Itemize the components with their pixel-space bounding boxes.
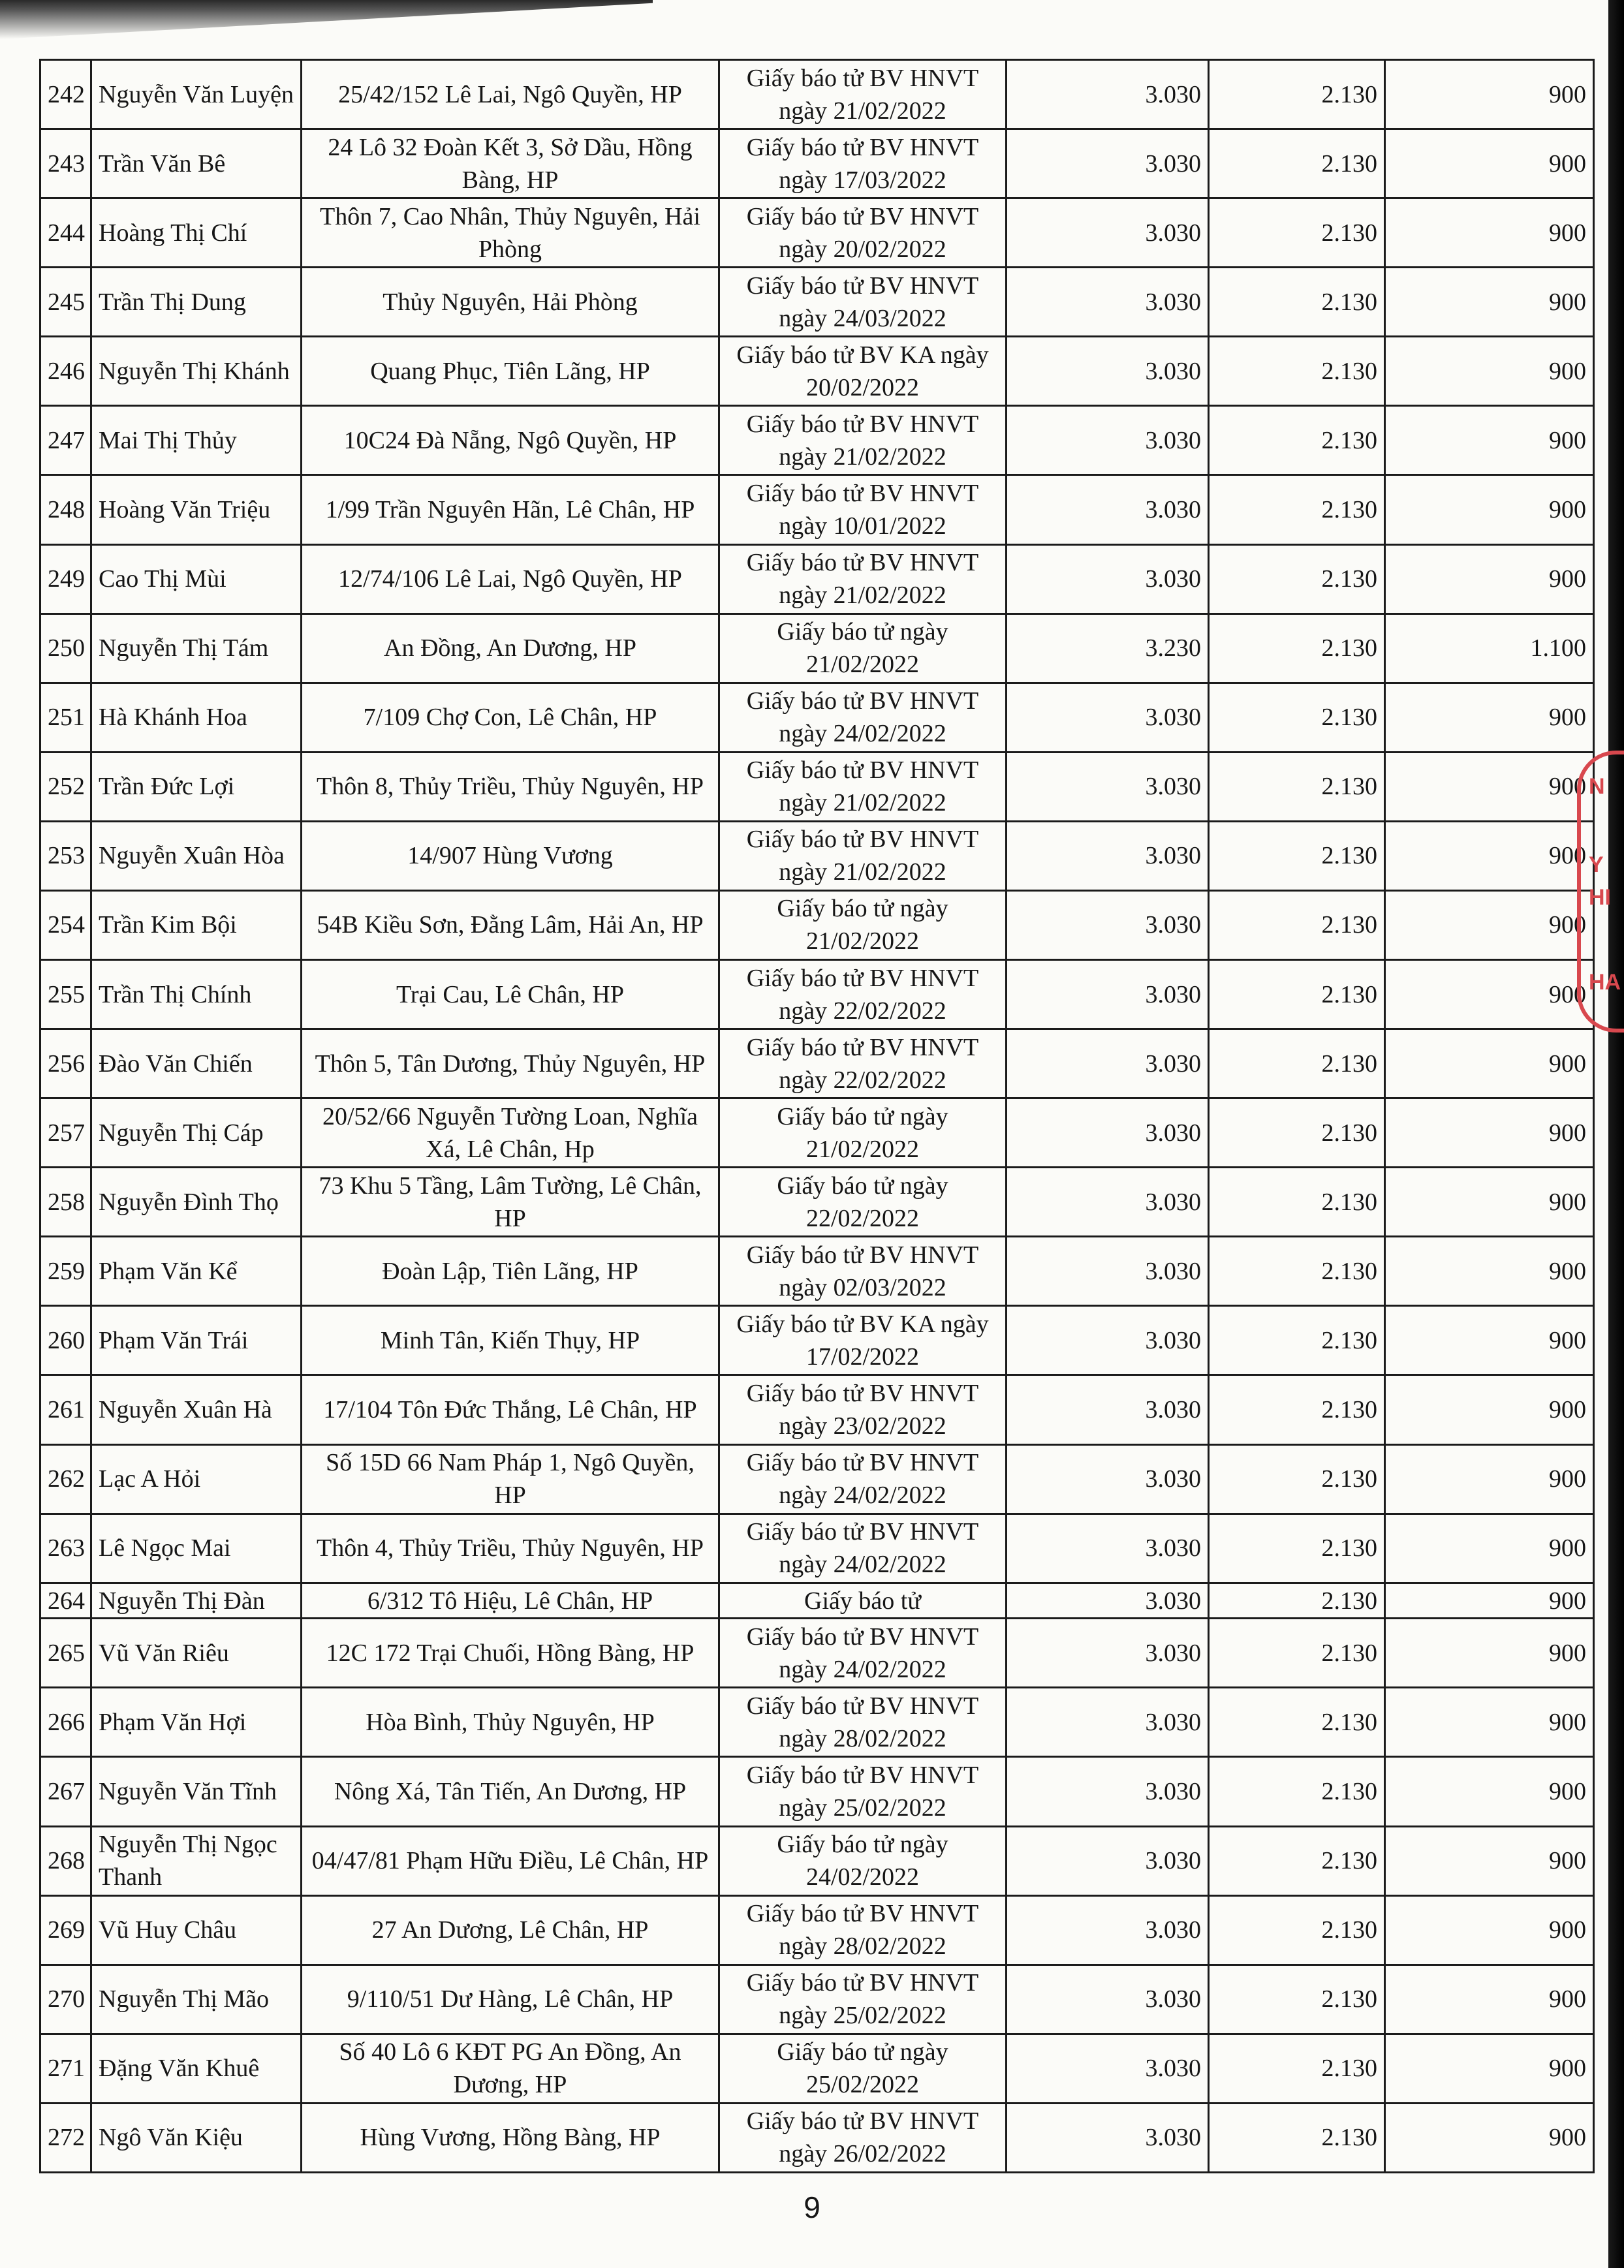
amount-part-a-cell: 2.130 [1209,1757,1385,1826]
amount-part-a-cell: 2.130 [1209,1826,1385,1895]
table-row [40,1514,1594,1583]
table-row [40,1826,1594,1895]
amount-total-cell: 3.030 [1007,1168,1209,1237]
amount-part-b-cell: 900 [1385,683,1594,752]
table-row [40,129,1594,198]
death-certificate-cell: Giấy báo tử BV HNVT ngày 25/02/2022 [719,1757,1007,1826]
death-certificate-cell: Giấy báo tử BV HNVT ngày 21/02/2022 [719,544,1007,614]
amount-part-b-cell: 900 [1385,475,1594,544]
death-certificate-cell: Giấy báo tử BV KA ngày 17/02/2022 [719,1306,1007,1375]
amount-part-a-cell: 2.130 [1209,2034,1385,2103]
table-row [40,406,1594,475]
address-cell: Số 15D 66 Nam Pháp 1, Ngô Quyền, HP [302,1444,719,1514]
address-cell: Thủy Nguyên, Hải Phòng [302,268,719,337]
row-number-cell: 267 [40,1757,91,1826]
death-certificate-cell: Giấy báo tử BV HNVT ngày 25/02/2022 [719,1965,1007,2034]
address-cell: 12C 172 Trại Chuối, Hồng Bàng, HP [302,1619,719,1688]
row-number-cell: 248 [40,475,91,544]
stamp-char-3: HI [1589,885,1611,910]
amount-total-cell: 3.030 [1007,337,1209,406]
amount-total-cell: 3.030 [1007,1688,1209,1757]
amount-part-a-cell: 2.130 [1209,1895,1385,1965]
amount-part-b-cell: 900 [1385,1757,1594,1826]
red-stamp-partial [1577,751,1624,1033]
table-row [40,752,1594,821]
row-number-cell: 242 [40,60,91,129]
amount-part-b-cell: 900 [1385,960,1594,1029]
address-cell: 27 An Dương, Lê Chân, HP [302,1895,719,1965]
row-number-cell: 263 [40,1514,91,1583]
address-cell: Trại Cau, Lê Chân, HP [302,960,719,1029]
death-certificate-cell: Giấy báo tử BV KA ngày 20/02/2022 [719,337,1007,406]
amount-part-b-cell: 900 [1385,1306,1594,1375]
amount-part-b-cell: 900 [1385,821,1594,890]
amount-total-cell: 3.030 [1007,129,1209,198]
address-cell: Thôn 7, Cao Nhân, Thủy Nguyên, Hải Phòng [302,198,719,268]
row-number-cell: 271 [40,2034,91,2103]
table-row [40,1583,1594,1619]
amount-total-cell: 3.030 [1007,544,1209,614]
amount-total-cell: 3.030 [1007,1098,1209,1168]
table-row [40,1619,1594,1688]
death-certificate-cell: Giấy báo tử ngày 21/02/2022 [719,890,1007,959]
table-row [40,1306,1594,1375]
amount-total-cell: 3.030 [1007,1306,1209,1375]
row-number-cell: 261 [40,1375,91,1444]
amount-part-b-cell: 900 [1385,1029,1594,1098]
amount-total-cell: 3.030 [1007,890,1209,959]
person-name-cell: Đào Văn Chiến [91,1029,302,1098]
amount-total-cell: 3.030 [1007,1444,1209,1514]
address-cell: Đoàn Lập, Tiên Lãng, HP [302,1237,719,1306]
table-row [40,475,1594,544]
person-name-cell: Vũ Huy Châu [91,1895,302,1965]
person-name-cell: Trần Đức Lợi [91,752,302,821]
address-cell: 10C24 Đà Nẵng, Ngô Quyền, HP [302,406,719,475]
amount-part-a-cell: 2.130 [1209,752,1385,821]
stamp-char-4: HA [1589,970,1621,995]
amount-part-b-cell: 900 [1385,406,1594,475]
row-number-cell: 258 [40,1168,91,1237]
amount-part-b-cell: 900 [1385,1375,1594,1444]
amount-total-cell: 3.030 [1007,1375,1209,1444]
row-number-cell: 262 [40,1444,91,1514]
row-number-cell: 257 [40,1098,91,1168]
address-cell: 9/110/51 Dư Hàng, Lê Chân, HP [302,1965,719,2034]
amount-part-a-cell: 2.130 [1209,1029,1385,1098]
death-certificate-cell: Giấy báo tử BV HNVT ngày 23/02/2022 [719,1375,1007,1444]
death-certificate-cell: Giấy báo tử BV HNVT ngày 24/02/2022 [719,1619,1007,1688]
person-name-cell: Mai Thị Thủy [91,406,302,475]
table-row [40,2034,1594,2103]
person-name-cell: Trần Kim Bội [91,890,302,959]
death-certificate-cell: Giấy báo tử BV HNVT ngày 02/03/2022 [719,1237,1007,1306]
amount-part-b-cell: 900 [1385,60,1594,129]
table-row [40,1444,1594,1514]
person-name-cell: Nguyễn Xuân Hà [91,1375,302,1444]
death-certificate-cell: Giấy báo tử ngày 25/02/2022 [719,2034,1007,2103]
page-number: 9 [804,2190,820,2224]
amount-part-b-cell: 900 [1385,1895,1594,1965]
death-certificate-cell: Giấy báo tử BV HNVT ngày 24/02/2022 [719,1444,1007,1514]
row-number-cell: 244 [40,198,91,268]
amount-part-b-cell: 900 [1385,1098,1594,1168]
row-number-cell: 269 [40,1895,91,1965]
death-certificate-cell: Giấy báo tử BV HNVT ngày 17/03/2022 [719,129,1007,198]
person-name-cell: Nguyễn Thị Tám [91,614,302,683]
amount-part-b-cell: 900 [1385,752,1594,821]
amount-part-b-cell: 900 [1385,1619,1594,1688]
amount-total-cell: 3.030 [1007,475,1209,544]
amount-part-a-cell: 2.130 [1209,337,1385,406]
person-name-cell: Phạm Văn Hợi [91,1688,302,1757]
death-certificate-cell: Giấy báo tử BV HNVT ngày 24/02/2022 [719,683,1007,752]
amount-part-a-cell: 2.130 [1209,614,1385,683]
table-row [40,960,1594,1029]
row-number-cell: 266 [40,1688,91,1757]
address-cell: 04/47/81 Phạm Hữu Điều, Lê Chân, HP [302,1826,719,1895]
death-certificate-cell: Giấy báo tử BV HNVT ngày 10/01/2022 [719,475,1007,544]
amount-part-a-cell: 2.130 [1209,475,1385,544]
person-name-cell: Nguyễn Thị Khánh [91,337,302,406]
address-cell: Minh Tân, Kiến Thụy, HP [302,1306,719,1375]
death-certificate-cell: Giấy báo tử BV HNVT ngày 21/02/2022 [719,406,1007,475]
stamp-char-1: N [1589,774,1605,799]
table-row [40,544,1594,614]
amount-total-cell: 3.030 [1007,821,1209,890]
amount-total-cell: 3.030 [1007,1583,1209,1619]
address-cell: 24 Lô 32 Đoàn Kết 3, Sở Dầu, Hồng Bàng, HP [302,129,719,198]
amount-total-cell: 3.230 [1007,614,1209,683]
amount-total-cell: 3.030 [1007,198,1209,268]
amount-total-cell: 3.030 [1007,752,1209,821]
address-cell: Thôn 5, Tân Dương, Thủy Nguyên, HP [302,1029,719,1098]
table-row [40,198,1594,268]
amount-total-cell: 3.030 [1007,1757,1209,1826]
amount-part-b-cell: 900 [1385,1826,1594,1895]
address-cell: Thôn 8, Thủy Triều, Thủy Nguyên, HP [302,752,719,821]
address-cell: 54B Kiều Sơn, Đằng Lâm, Hải An, HP [302,890,719,959]
table-body [40,60,1594,2173]
person-name-cell: Trần Thị Dung [91,268,302,337]
amount-total-cell: 3.030 [1007,2103,1209,2172]
amount-part-a-cell: 2.130 [1209,1237,1385,1306]
amount-part-a-cell: 2.130 [1209,544,1385,614]
address-cell: Quang Phục, Tiên Lãng, HP [302,337,719,406]
row-number-cell: 250 [40,614,91,683]
amount-total-cell: 3.030 [1007,268,1209,337]
amount-part-b-cell: 900 [1385,890,1594,959]
amount-part-a-cell: 2.130 [1209,1306,1385,1375]
table-row [40,614,1594,683]
amount-part-a-cell: 2.130 [1209,890,1385,959]
row-number-cell: 260 [40,1306,91,1375]
table-row [40,60,1594,129]
address-cell: 12/74/106 Lê Lai, Ngô Quyền, HP [302,544,719,614]
person-name-cell: Hoàng Văn Triệu [91,475,302,544]
table-row [40,1098,1594,1168]
person-name-cell: Lạc A Hỏi [91,1444,302,1514]
person-name-cell: Lê Ngọc Mai [91,1514,302,1583]
person-name-cell: Đặng Văn Khuê [91,2034,302,2103]
row-number-cell: 253 [40,821,91,890]
person-name-cell: Nguyễn Thị Cáp [91,1098,302,1168]
address-cell: Nông Xá, Tân Tiến, An Dương, HP [302,1757,719,1826]
death-certificate-cell: Giấy báo tử [719,1583,1007,1619]
death-certificate-cell: Giấy báo tử ngày 22/02/2022 [719,1168,1007,1237]
person-name-cell: Vũ Văn Riêu [91,1619,302,1688]
person-name-cell: Trần Thị Chính [91,960,302,1029]
table-row [40,1029,1594,1098]
amount-total-cell: 3.030 [1007,683,1209,752]
row-number-cell: 259 [40,1237,91,1306]
table-row [40,1895,1594,1965]
table-row [40,821,1594,890]
row-number-cell: 256 [40,1029,91,1098]
person-name-cell: Nguyễn Văn Tĩnh [91,1757,302,1826]
death-certificate-cell: Giấy báo tử BV HNVT ngày 21/02/2022 [719,821,1007,890]
scan-shadow-top [0,0,653,39]
table-row [40,1965,1594,2034]
address-cell: 6/312 Tô Hiệu, Lê Chân, HP [302,1583,719,1619]
amount-part-a-cell: 2.130 [1209,1514,1385,1583]
person-name-cell: Ngô Văn Kiệu [91,2103,302,2172]
row-number-cell: 254 [40,890,91,959]
amount-part-a-cell: 2.130 [1209,198,1385,268]
amount-part-b-cell: 900 [1385,2103,1594,2172]
row-number-cell: 246 [40,337,91,406]
address-cell: Thôn 4, Thủy Triều, Thủy Nguyên, HP [302,1514,719,1583]
amount-total-cell: 3.030 [1007,1965,1209,2034]
death-certificate-cell: Giấy báo tử BV HNVT ngày 28/02/2022 [719,1895,1007,1965]
amount-part-a-cell: 2.130 [1209,1375,1385,1444]
address-cell: Hòa Bình, Thủy Nguyên, HP [302,1688,719,1757]
table-row [40,1168,1594,1237]
death-certificate-cell: Giấy báo tử BV HNVT ngày 24/02/2022 [719,1514,1007,1583]
death-certificate-cell: Giấy báo tử BV HNVT ngày 22/02/2022 [719,1029,1007,1098]
amount-total-cell: 3.030 [1007,1826,1209,1895]
amount-part-a-cell: 2.130 [1209,1098,1385,1168]
row-number-cell: 243 [40,129,91,198]
person-name-cell: Nguyễn Đình Thọ [91,1168,302,1237]
amount-part-a-cell: 2.130 [1209,1168,1385,1237]
row-number-cell: 270 [40,1965,91,2034]
amount-total-cell: 3.030 [1007,1029,1209,1098]
row-number-cell: 265 [40,1619,91,1688]
row-number-cell: 245 [40,268,91,337]
person-name-cell: Cao Thị Mùi [91,544,302,614]
amount-part-b-cell: 900 [1385,198,1594,268]
table-row [40,268,1594,337]
amount-part-a-cell: 2.130 [1209,1965,1385,2034]
table-row [40,1688,1594,1757]
address-cell: 7/109 Chợ Con, Lê Chân, HP [302,683,719,752]
person-name-cell: Hà Khánh Hoa [91,683,302,752]
amount-part-a-cell: 2.130 [1209,683,1385,752]
amount-part-a-cell: 2.130 [1209,2103,1385,2172]
person-name-cell: Phạm Văn Trái [91,1306,302,1375]
amount-part-a-cell: 2.130 [1209,268,1385,337]
amount-total-cell: 3.030 [1007,2034,1209,2103]
row-number-cell: 264 [40,1583,91,1619]
table-row [40,1757,1594,1826]
address-cell: 17/104 Tôn Đức Thắng, Lê Chân, HP [302,1375,719,1444]
amount-part-a-cell: 2.130 [1209,406,1385,475]
amount-part-b-cell: 900 [1385,1444,1594,1514]
amount-part-b-cell: 900 [1385,129,1594,198]
amount-part-a-cell: 2.130 [1209,1619,1385,1688]
amount-part-b-cell: 900 [1385,544,1594,614]
row-number-cell: 255 [40,960,91,1029]
address-cell: 14/907 Hùng Vương [302,821,719,890]
amount-part-b-cell: 900 [1385,1237,1594,1306]
death-certificate-cell: Giấy báo tử BV HNVT ngày 28/02/2022 [719,1688,1007,1757]
beneficiary-table [39,59,1595,2173]
death-certificate-cell: Giấy báo tử ngày 21/02/2022 [719,614,1007,683]
amount-part-a-cell: 2.130 [1209,60,1385,129]
amount-part-b-cell: 900 [1385,268,1594,337]
amount-total-cell: 3.030 [1007,406,1209,475]
address-cell: 73 Khu 5 Tầng, Lâm Tường, Lê Chân, HP [302,1168,719,1237]
amount-part-a-cell: 2.130 [1209,1444,1385,1514]
amount-part-a-cell: 2.130 [1209,821,1385,890]
amount-total-cell: 3.030 [1007,1895,1209,1965]
row-number-cell: 249 [40,544,91,614]
amount-total-cell: 3.030 [1007,1514,1209,1583]
amount-part-a-cell: 2.130 [1209,129,1385,198]
amount-part-a-cell: 2.130 [1209,1583,1385,1619]
amount-part-b-cell: 900 [1385,1965,1594,2034]
amount-part-b-cell: 900 [1385,1583,1594,1619]
amount-part-a-cell: 2.130 [1209,960,1385,1029]
death-certificate-cell: Giấy báo tử BV HNVT ngày 26/02/2022 [719,2103,1007,2172]
person-name-cell: Trần Văn Bê [91,129,302,198]
person-name-cell: Phạm Văn Kể [91,1237,302,1306]
person-name-cell: Nguyễn Văn Luyện [91,60,302,129]
table-row [40,683,1594,752]
death-certificate-cell: Giấy báo tử BV HNVT ngày 21/02/2022 [719,752,1007,821]
amount-part-b-cell: 900 [1385,2034,1594,2103]
amount-part-b-cell: 1.100 [1385,614,1594,683]
address-cell: Hùng Vương, Hồng Bàng, HP [302,2103,719,2172]
person-name-cell: Hoàng Thị Chí [91,198,302,268]
amount-total-cell: 3.030 [1007,1237,1209,1306]
death-certificate-cell: Giấy báo tử ngày 24/02/2022 [719,1826,1007,1895]
stamp-char-2: Y [1589,852,1604,877]
table-row [40,2103,1594,2172]
address-cell: An Đồng, An Dương, HP [302,614,719,683]
table-row [40,1237,1594,1306]
death-certificate-cell: Giấy báo tử BV HNVT ngày 21/02/2022 [719,60,1007,129]
row-number-cell: 247 [40,406,91,475]
death-certificate-cell: Giấy báo tử BV HNVT ngày 24/03/2022 [719,268,1007,337]
person-name-cell: Nguyễn Thị Ngọc Thanh [91,1826,302,1895]
person-name-cell: Nguyễn Thị Mão [91,1965,302,2034]
address-cell: Số 40 Lô 6 KĐT PG An Đồng, An Dương, HP [302,2034,719,2103]
death-certificate-cell: Giấy báo tử ngày 21/02/2022 [719,1098,1007,1168]
table-row [40,337,1594,406]
amount-part-b-cell: 900 [1385,337,1594,406]
person-name-cell: Nguyễn Xuân Hòa [91,821,302,890]
address-cell: 20/52/66 Nguyễn Tường Loan, Nghĩa Xá, Lê Chân, Hp [302,1098,719,1168]
amount-part-a-cell: 2.130 [1209,1688,1385,1757]
row-number-cell: 251 [40,683,91,752]
amount-part-b-cell: 900 [1385,1168,1594,1237]
amount-part-b-cell: 900 [1385,1514,1594,1583]
scan-shadow-right [1608,0,1624,2268]
table-row [40,1375,1594,1444]
amount-part-b-cell: 900 [1385,1688,1594,1757]
row-number-cell: 252 [40,752,91,821]
person-name-cell: Nguyễn Thị Đàn [91,1583,302,1619]
amount-total-cell: 3.030 [1007,960,1209,1029]
row-number-cell: 268 [40,1826,91,1895]
death-certificate-cell: Giấy báo tử BV HNVT ngày 20/02/2022 [719,198,1007,268]
death-certificate-cell: Giấy báo tử BV HNVT ngày 22/02/2022 [719,960,1007,1029]
amount-total-cell: 3.030 [1007,1619,1209,1688]
address-cell: 1/99 Trần Nguyên Hãn, Lê Chân, HP [302,475,719,544]
row-number-cell: 272 [40,2103,91,2172]
amount-total-cell: 3.030 [1007,60,1209,129]
address-cell: 25/42/152 Lê Lai, Ngô Quyền, HP [302,60,719,129]
table-row [40,890,1594,959]
